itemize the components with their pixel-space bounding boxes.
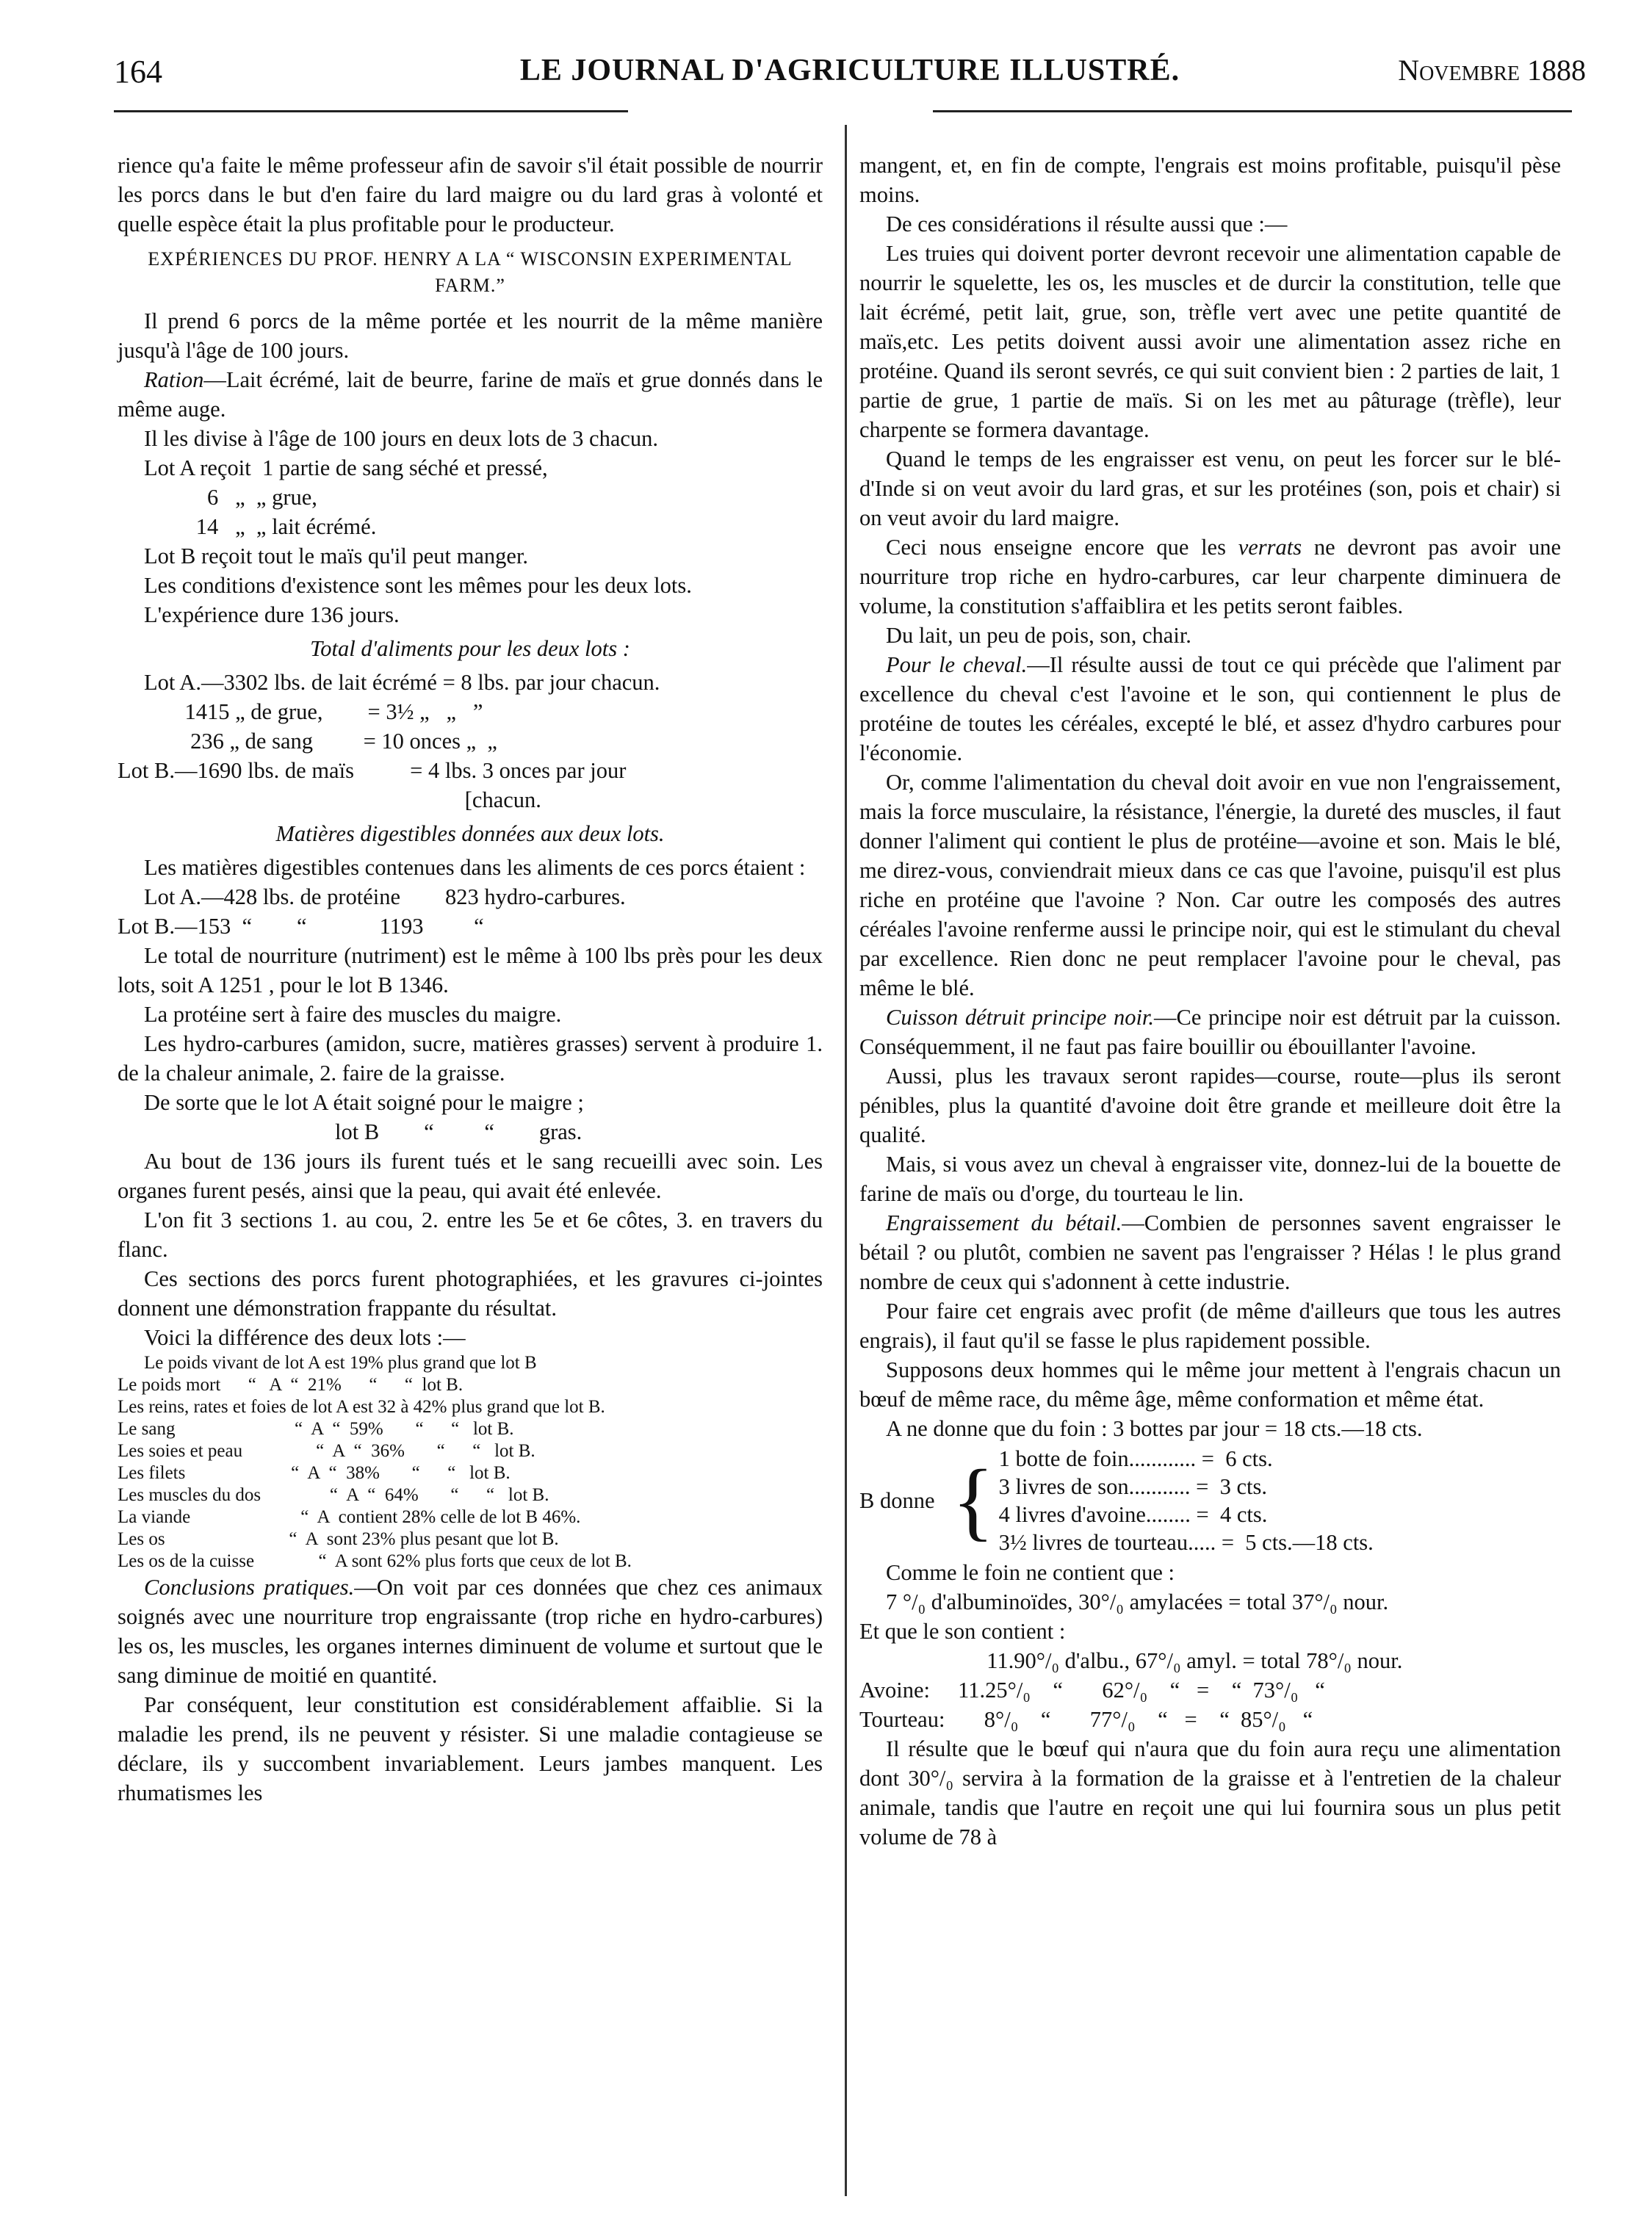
- paragraph: [118, 1573, 823, 1690]
- paragraph: Il les divise à l'âge de 100 jours en deux lots de 3 chacun.: [144, 426, 659, 451]
- total-title: Total d'aliments pour les deux lots :: [310, 636, 630, 661]
- paragraph: Les hydro-carbures (amidon, sucre, matières grasses) servent à produire 1. de la chaleur animale, 2. faire de la graisse.: [118, 1031, 823, 1086]
- paragraph: Il prend 6 porcs de la même portée et les nourrit de la même manière jusqu'à l'âge de 100 jours.: [118, 308, 823, 363]
- ration-label: Ration: [144, 367, 204, 392]
- page-header: [114, 53, 1586, 97]
- paragraph: [859, 533, 1561, 621]
- paragraph: Ces sections des porcs furent photographiées, et les gravures ci-jointes donnent une démonstration frappante du résultat.: [118, 1266, 823, 1321]
- cheval-label: Pour le cheval.: [886, 652, 1028, 677]
- engraissement-label: Engraissement du bétail.: [886, 1210, 1122, 1235]
- issue-date: Novembre 1888: [1398, 54, 1586, 87]
- paragraph: Et que le son contient :: [859, 1619, 1066, 1644]
- paragraph: Les matières digestibles contenues dans les aliments de ces porcs étaient :: [144, 855, 806, 880]
- paragraph: 7 °/₀ d'albuminoïdes, 30°/₀ amylacées = total 37°/₀ nour.: [886, 1589, 1389, 1614]
- conclusions-text: —On voit par ces données que chez ces animaux soignés avec une nourriture trop engraissante (trop riche en hydro-carbures) les os, les muscles, les organes internes diminuent de volume et surtout que le sang diminue de moitié en quantité.: [118, 1575, 823, 1688]
- b-donne-label: B donne: [859, 1488, 935, 1513]
- text: ne devront pas avoir une nourriture trop riche en hydro-carbures, car leur charpente diminuera de volume, la constitution s'affaiblira et les petits seront faibles.: [859, 535, 1561, 618]
- paragraph: L'expérience dure 136 jours.: [144, 602, 400, 627]
- engraissement-text: —Combien de personnes savent engraisser le bétail ? ou plutôt, combien ne savent pas l'engraisser ? Hélas ! le plus grand nombre de ceux qui s'adonnent à cette industrie.: [859, 1210, 1561, 1294]
- brace-icon: {: [952, 1451, 995, 1549]
- paragraph: La protéine sert à faire des muscles du maigre.: [144, 1002, 562, 1027]
- cheval-text: —Il résulte aussi de tout ce qui précède que l'aliment par excellence du cheval c'est l'avoine et le son, qui contiennent le plus de protéine de toutes les céréales, excepté le blé, et assez d'hydro carbures pour l'économie.: [859, 652, 1561, 765]
- journal-title: LE JOURNAL D'AGRICULTURE ILLUSTRÉ.: [519, 54, 1180, 87]
- paragraph: De sorte que le lot A était soigné pour le maigre ;: [144, 1090, 584, 1115]
- paragraph: [859, 1003, 1561, 1061]
- paragraph: Pour faire cet engrais avec profit (de même d'ailleurs que tous les autres engrais), il faut qu'il se fasse le plus rapidement possible.: [859, 1299, 1561, 1353]
- column-divider: [845, 125, 847, 2196]
- ration-text: —Lait écrémé, lait de beurre, farine de maïs et grue donnés dans le même auge.: [118, 367, 823, 422]
- matieres-title: Matières digestibles données aux deux lots.: [275, 821, 665, 846]
- paragraph: [859, 1208, 1561, 1296]
- header-rule-right: [933, 110, 1572, 112]
- paragraph: Il résulte que le bœuf qui n'aura que du foin aura reçu une alimentation dont 30°/₀ servira à la formation de la graisse et à l'entretien de la chaleur animale, tandis que l'autre en reçoit une qui lui fournira sous un plus petit volume de 78 à: [859, 1736, 1561, 1849]
- paragraph: A ne donne que du foin : 3 bottes par jour = 18 cts.—18 cts.: [886, 1416, 1423, 1441]
- paragraph: Les truies qui doivent porter devront recevoir une alimentation capable de nourrir le squelette, les os, les muscles et de durcir la constitution, telle que lait écrémé, petit lait, grue, son, trèfle vert avec une petite quantité de maïs,etc. Les petits doivent aussi avoir une alimentation assez riche en protéine. Quand ils seront sevrés, ce qui suit convient bien : 2 parties de lait, 1 partie de grue, 1 partie de maïs. Si on les met au pâturage (trèfle), leur charpente se formera davantage.: [859, 241, 1561, 442]
- paragraph: Comme le foin ne contient que :: [886, 1560, 1175, 1585]
- paragraph: Mais, si vous avez un cheval à engraisser vite, donnez-lui de la bouette de farine de maïs ou d'orge, du tourteau le lin.: [859, 1152, 1561, 1206]
- composition-table: 11.90°/₀ d'albu., 67°/₀ amyl. = total 78°/₀ nour. Avoine: 11.25°/₀ “ 62°/₀ “ = “ 73°/₀ “ Tourteau: 8°/₀ “ 77°/₀ “ = “ 85°/₀ “: [859, 1648, 1403, 1732]
- paragraph: Les conditions d'existence sont les mêmes pour les deux lots.: [144, 573, 692, 598]
- section-title: EXPÉRIENCES DU PROF. HENRY A LA “ WISCONSIN EXPERIMENTAL FARM.”: [148, 248, 793, 296]
- paragraph: Au bout de 136 jours ils furent tués et le sang recueilli avec soin. Les organes furent pesés, ainsi que la peau, qui avait été enlevée.: [118, 1149, 823, 1203]
- cuisson-text: —Ce principe noir est détruit par la cuisson. Conséquemment, il ne faut pas faire bouillir ou ébouillanter l'avoine.: [859, 1005, 1561, 1059]
- text: Ceci nous enseigne encore que les: [886, 535, 1238, 560]
- left-column: [118, 151, 823, 1808]
- paragraph: Aussi, plus les travaux seront rapides—course, route—plus ils seront pénibles, plus la quantité d'avoine doit être grande et meilleure doit être la qualité.: [859, 1064, 1561, 1147]
- b-donne-list: 1 botte de foin............ = 6 cts. 3 livres de son........... = 3 cts. 4 livres d'avoine........ = 4 cts. 3½ livres de tourteau..... = 5 cts.—18 cts.: [998, 1446, 1374, 1555]
- paragraph: L'on fit 3 sections 1. au cou, 2. entre les 5e et 6e côtes, 3. en travers du flanc.: [118, 1208, 823, 1262]
- paragraph: lot B “ “ gras.: [335, 1119, 582, 1144]
- b-donne-block: [859, 1445, 1561, 1556]
- right-column: [859, 151, 1561, 1852]
- paragraph: Voici la différence des deux lots :—: [144, 1325, 466, 1350]
- paragraph: Du lait, un peu de pois, son, chair.: [886, 623, 1191, 648]
- paragraph: [118, 365, 823, 424]
- total-aliments: Lot A.—3302 lbs. de lait écrémé = 8 lbs. par jour chacun. 1415 „ de grue, = 3½ „ „ ” 236 „ de sang = 10 onces „ „ Lot B.—1690 lbs. de maïs = 4 lbs. 3 onces par jour [chacun.: [118, 670, 660, 812]
- lots-matieres: Lot A.—428 lbs. de protéine 823 hydro-carbures. Lot B.—153 “ “ 1193 “: [118, 884, 626, 939]
- lot-a-ration: Lot A reçoit 1 partie de sang séché et pressé, 6 „ „ grue, 14 „ „ lait écrémé.: [144, 455, 548, 539]
- conclusions-label: Conclusions pratiques.: [144, 1575, 355, 1600]
- paragraph: Le total de nourriture (nutriment) est le même à 100 lbs près pour les deux lots, soit A 1251 , pour le lot B 1346.: [118, 943, 823, 997]
- page-number: 164: [114, 54, 162, 90]
- paragraph: Par conséquent, leur constitution est considérablement affaiblie. Si la maladie les prend, ils ne peuvent y résister. Si une maladie contagieuse se déclare, ils y succombent invariablement. Leurs jambes manquent. Les rhumatismes les: [118, 1692, 823, 1805]
- cuisson-label: Cuisson détruit principe noir.: [886, 1005, 1155, 1030]
- paragraph: mangent, et, en fin de compte, l'engrais est moins profitable, puisqu'il pèse moins.: [859, 153, 1561, 207]
- header-rule-left: [114, 110, 628, 112]
- paragraph: De ces considérations il résulte aussi que :—: [886, 212, 1288, 237]
- paragraph: Or, comme l'alimentation du cheval doit avoir en vue non l'engraissement, mais la force musculaire, la résistance, l'énergie, la dureté des muscles, il faut donner l'aliment qui contient le plus de protéine—avoine et son. Mais le blé, me direz-vous, conviendrait mieux dans ce cas que l'avoine, puisqu'il est plus riche en protéine que l'avoine ? Non. Car outre les composés des autres céréales l'avoine renferme aussi le principe noir, qui est le stimulant du cheval par excellence. Rien donc ne peut remplacer l'avoine pour le cheval, pas même le blé.: [859, 770, 1561, 1000]
- paragraph: Supposons deux hommes qui le même jour mettent à l'engrais chacun un bœuf de même race, du même âge, même conformation et même état.: [859, 1357, 1561, 1412]
- paragraph: [859, 650, 1561, 768]
- verrats-word: verrats: [1238, 535, 1302, 560]
- paragraph: Lot B reçoit tout le maïs qu'il peut manger.: [144, 544, 529, 568]
- paragraph: rience qu'a faite le même professeur afin de savoir s'il était possible de nourrir les porcs dans le but d'en faire du lard maigre ou du lard gras à volonté et quelle espèce était la plus profitable pour le producteur.: [118, 153, 823, 237]
- paragraph: Quand le temps de les engraisser est venu, on peut les forcer sur le blé-d'Inde si on veut avoir du lard gras, et sur les protéines (son, pois et chair) si on veut avoir du lard maigre.: [859, 447, 1561, 530]
- difference-table: Le poids vivant de lot A est 19% plus grand que lot B Le poids mort “ A “ 21% “ “ lot B. Les reins, rates et foies de lot A est 32 à 42% plus grand que lot B. Le sang “ A “ 59% “ “ lot B. Les soies et peau “ A “ 36% “ “ lot B. Les filets “ A “ 38% “ “ lot B. Les muscles du dos “ A “ 64% “ “ lot B. La viande “ A contient 28% celle de lot B 46%. Les os “ A sont 23% plus pesant que lot B. Les os de la cuisse “ A sont 62% plus forts que ceux de lot B.: [118, 1353, 632, 1571]
